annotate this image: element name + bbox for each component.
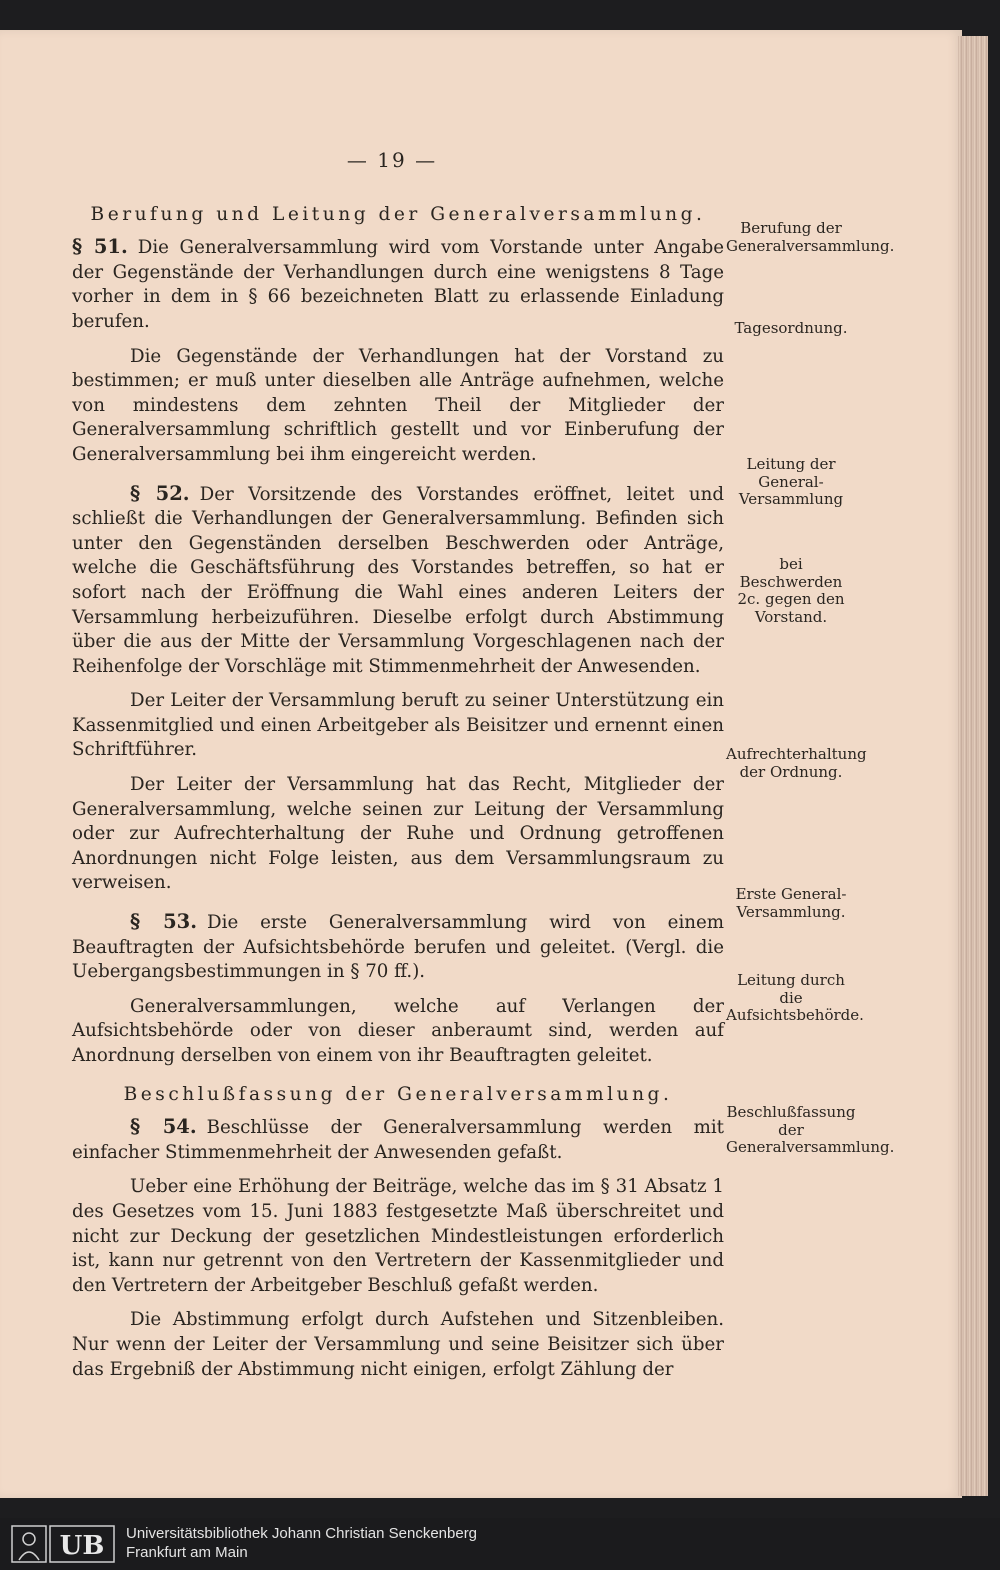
margin-note: Tagesordnung. — [734, 319, 848, 337]
scanned-page — [0, 30, 962, 1498]
paragraph-52: § 52. Der Vorsitzende des Vorstandes eröffnet, leitet und schließt die Verhandlungen der Generalversammlung. Befinden sich unter den Gegenständen derselben Beschwerden oder Anträge, welche die Geschäftsführung des Vorstandes betreffen, so hat er sofort nach der Eröffnung die Wahl eines anderen Leiters der Versammlung herbeizuführen. Dieselbe erfolgt durch Abstimmung über die aus der Mitte der Versammlung Vorgeschlagenen nach der Reihenfolge der Vorschläge mit Stimmenmehrheit der Anwesenden. — [72, 481, 724, 677]
margin-note: Beschlußfassung der Generalversammlung. — [726, 1103, 895, 1156]
paragraph-54: § 54. Beschlüsse der Generalversammlung werden mit einfacher Stimmenmehrheit der Anwesenden gefaßt. — [72, 1115, 724, 1163]
section-number: § 51. — [72, 235, 128, 259]
paragraph-53-aufsicht: Generalversammlungen, welche auf Verlangen der Aufsichtsbehörde oder von dieser anberaumt sind, werden auf Anordnung derselben von einem von ihr Beauftragten geleitet. — [72, 995, 724, 1066]
section-number: § 54. — [130, 1115, 197, 1139]
page-edge-stack — [958, 36, 988, 1496]
section-number: § 52. — [130, 481, 190, 505]
margin-notes — [726, 30, 895, 1500]
margin-note: Leitung der General-Versammlung — [738, 455, 844, 508]
library-logo-icon — [10, 1524, 118, 1564]
paragraph-54-abstimmung: Die Abstimmung erfolgt durch Aufstehen und Sitzenbleiben. Nur wenn der Leiter der Versammlung und seine Beisitzer sich über das Ergebniß der Abstimmung nicht einigen, erfolgt Zählung der — [72, 1309, 724, 1380]
margin-note: Berufung der Generalversammlung. — [726, 219, 895, 255]
page-number: — 19 — — [346, 148, 438, 172]
paragraph-51-tagesordnung: Die Gegenstände der Verhandlungen hat der Vorstand zu bestimmen; er muß unter dieselben alle Anträge aufnehmen, welche von mindestens dem zehnten Theil der Mitglieder der Generalversammlung schriftlich gestellt und vor Einberufung der Generalversammlung bei ihm eingereicht werden. — [72, 345, 724, 465]
margin-note: Aufrechterhaltung der Ordnung. — [726, 745, 867, 781]
paragraph-53: § 53. Die erste Generalversammlung wird von einem Beauftragten der Aufsichtsbehörde berufen und geleitet. (Vergl. die Uebergangsbestimmungen in § 70 ff.). — [72, 910, 724, 983]
ub-logo[interactable] — [10, 1524, 118, 1564]
paragraph-52-beisitzer: Der Leiter der Versammlung beruft zu seiner Unterstützung ein Kassenmitglied und einen Arbeitgeber als Beisitzer und ernennt einen Schriftführer. — [72, 690, 724, 761]
footer-institution: Universitätsbibliothek Johann Christian Senckenberg — [126, 1525, 478, 1542]
section-heading-beschluss: Beschlußfassung der Generalversammlung. — [123, 1083, 673, 1105]
page-body — [72, 148, 724, 1392]
paragraph-52-ordnung: Der Leiter der Versammlung hat das Recht, Mitglieder der Generalversammlung, welche seinen zur Leitung der Versammlung oder zur Aufrechterhaltung der Ruhe und Ordnung getroffenen Anordnungen nicht Folge leisten, aus dem Versammlungsraum zu verweisen. — [72, 774, 724, 894]
paragraph-51: § 51. Die Generalversammlung wird vom Vorstande unter Angabe der Gegenstände der Verhandlungen durch eine wenigstens 8 Tage vorher in dem in § 66 bezeichneten Blatt zu erlassende Einladung berufen. — [72, 235, 724, 332]
footer-bar — [0, 1518, 1000, 1570]
margin-note: bei Beschwerden 2c. gegen den Vorstand. — [737, 555, 845, 626]
logo-text: UB — [59, 1531, 105, 1561]
margin-note: Leitung durch die Aufsichtsbehörde. — [726, 971, 864, 1024]
paragraph-54-beitraege: Ueber eine Erhöhung der Beiträge, welche das im § 31 Absatz 1 des Gesetzes vom 15. Juni 1883 festgesetzte Maß überschreitet und nicht zur Deckung der gesetzlichen Mindestleistungen erforderlich ist, kann nur getrennt von den Vertretern der Kassenmitglieder und den Vertretern der Arbeitgeber Beschluß gefaßt werden. — [72, 1176, 724, 1296]
footer-location: Frankfurt am Main — [126, 1544, 248, 1561]
section-heading-berufung: Berufung und Leitung der Generalversammlung. — [90, 203, 706, 225]
margin-note: Erste General-Versammlung. — [735, 885, 847, 921]
section-number: § 53. — [130, 910, 198, 934]
footer-text — [126, 1524, 477, 1562]
